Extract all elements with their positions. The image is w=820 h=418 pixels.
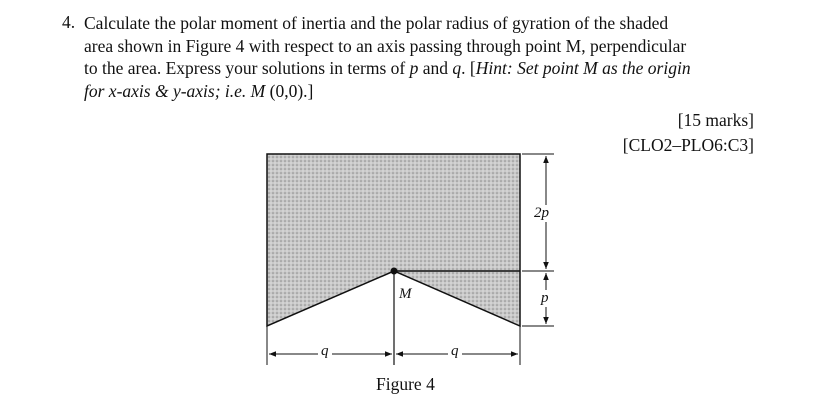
dim-p-label: p [541,290,549,306]
question-line-1: Calculate the polar moment of inertia and the polar radius of gyration of the shaded [84,13,669,33]
point-m-label: M [399,286,412,302]
dim-2p-label: 2p [534,205,549,221]
clo-label: [CLO2–PLO6:C3] [622,135,754,155]
question-line-4: for x-axis & y-axis; i.e. M (0,0).] [84,80,314,101]
dim-q-left-label: q [318,343,332,360]
question-line-3: to the area. Express your solutions in terms of p and q. [Hint: Set point M as the origin [84,58,691,78]
figure-caption: Figure 4 [376,374,435,394]
marks-label: [15 marks] [677,110,754,130]
dim-q-right-label: q [448,343,462,360]
question-number: 4. [62,12,76,32]
question-line-2: area shown in Figure 4 with respect to an axis passing through point M, perpendicular [84,35,687,56]
